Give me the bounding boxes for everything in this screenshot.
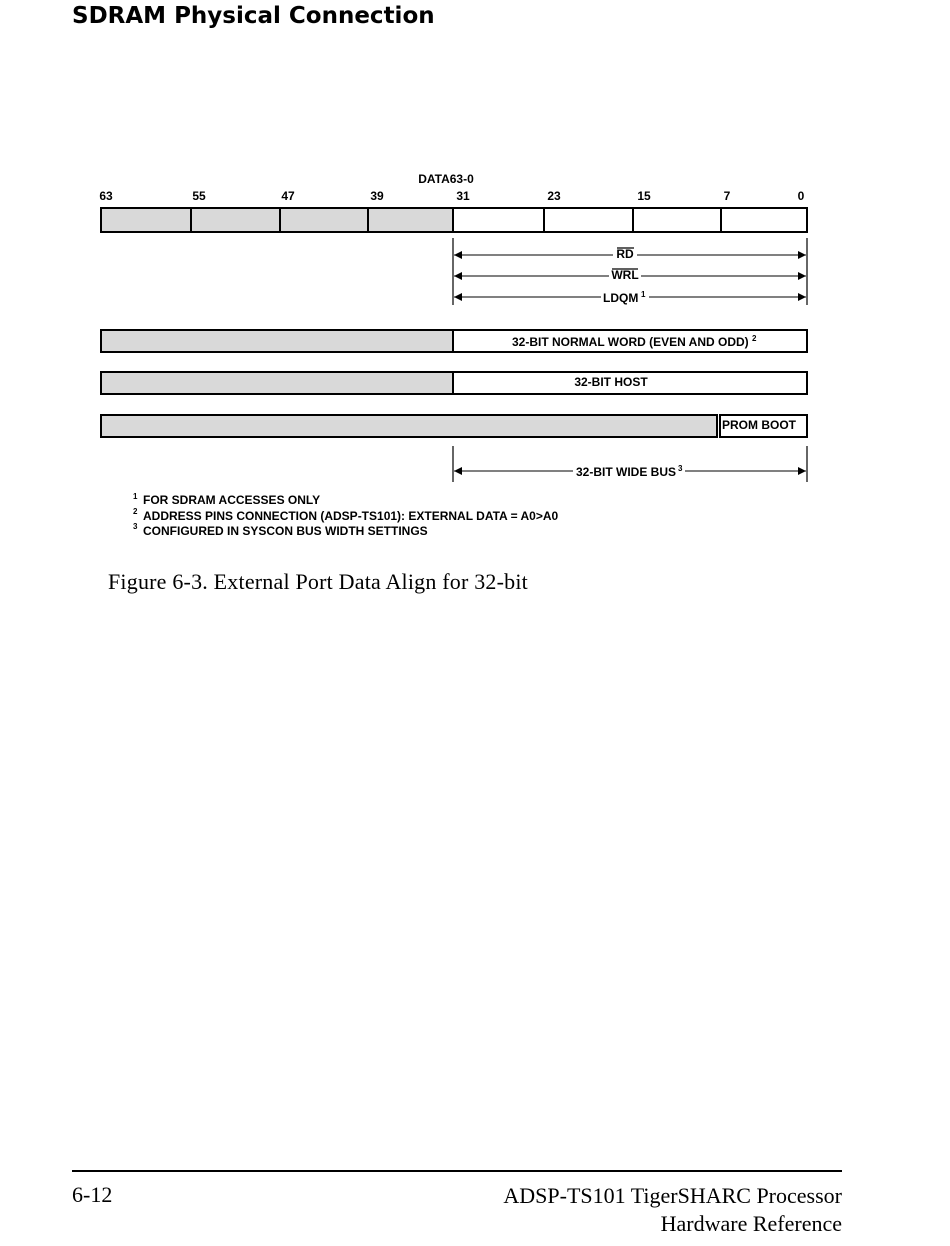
document-title-line1: ADSP-TS101 TigerSHARC Processor [503, 1183, 842, 1208]
figure-footnotes [133, 492, 558, 538]
wide-bus-footnote-mark: 3 [678, 464, 683, 473]
normal-word-footnote-mark: 2 [752, 334, 757, 343]
bit-tick: 31 [456, 189, 470, 203]
footnote-text: FOR SDRAM ACCESSES ONLY [143, 493, 321, 507]
footnote-text: ADDRESS PINS CONNECTION (ADSP-TS101): EXTERNAL DATA = A0>A0 [143, 509, 559, 523]
wide-bus-label: 32-BIT WIDE BUS [576, 465, 677, 479]
host-row [101, 372, 807, 394]
bit-tick: 39 [370, 189, 384, 203]
data-alignment-figure [0, 0, 950, 560]
document-title [503, 1182, 842, 1238]
host-label: 32-BIT HOST [574, 375, 648, 389]
bit-tick-labels [99, 189, 804, 203]
page-number: 6-12 [72, 1182, 113, 1207]
footer-divider [72, 1170, 842, 1172]
section-title: SDRAM Physical Connection [72, 3, 435, 29]
byte-cell-7-0 [721, 208, 807, 232]
byte-cell-47-40 [280, 208, 368, 232]
normal-word-label: 32-BIT NORMAL WORD (EVEN AND ODD) [512, 335, 749, 349]
rd-signal-label: RD [616, 247, 634, 261]
footnote-mark: 3 [133, 522, 138, 531]
wrl-signal-label: WRL [611, 268, 639, 282]
figure-caption: Figure 6-3. External Port Data Align for 32-bit [108, 569, 528, 594]
byte-cell-31-24 [453, 208, 544, 232]
document-title-line2: Hardware Reference [660, 1211, 842, 1236]
byte-cell-39-32 [368, 208, 453, 232]
normal-word-row [101, 330, 807, 352]
bit-tick: 55 [192, 189, 206, 203]
byte-cell-23-16 [544, 208, 633, 232]
footnote-text: CONFIGURED IN SYSCON BUS WIDTH SETTINGS [143, 524, 428, 538]
byte-cell-55-48 [191, 208, 280, 232]
data-bus-bar [101, 208, 807, 232]
bit-tick: 47 [281, 189, 295, 203]
ldqm-signal-label: LDQM [603, 291, 639, 305]
prom-boot-row [101, 415, 807, 437]
bus-label: DATA63-0 [418, 172, 474, 186]
bit-tick: 7 [723, 189, 731, 203]
ldqm-footnote-mark: 1 [641, 290, 646, 299]
footnote-mark: 2 [133, 507, 138, 516]
bit-tick: 23 [547, 189, 561, 203]
prom-boot-label: PROM BOOT [722, 418, 796, 432]
footnote-mark: 1 [133, 492, 138, 501]
bit-tick: 63 [99, 189, 113, 203]
bit-tick: 0 [797, 189, 805, 203]
byte-cell-15-8 [633, 208, 721, 232]
bit-tick: 15 [637, 189, 651, 203]
signal-span-group [453, 238, 807, 305]
byte-cell-63-56 [101, 208, 191, 232]
wide-bus-span [453, 446, 807, 482]
